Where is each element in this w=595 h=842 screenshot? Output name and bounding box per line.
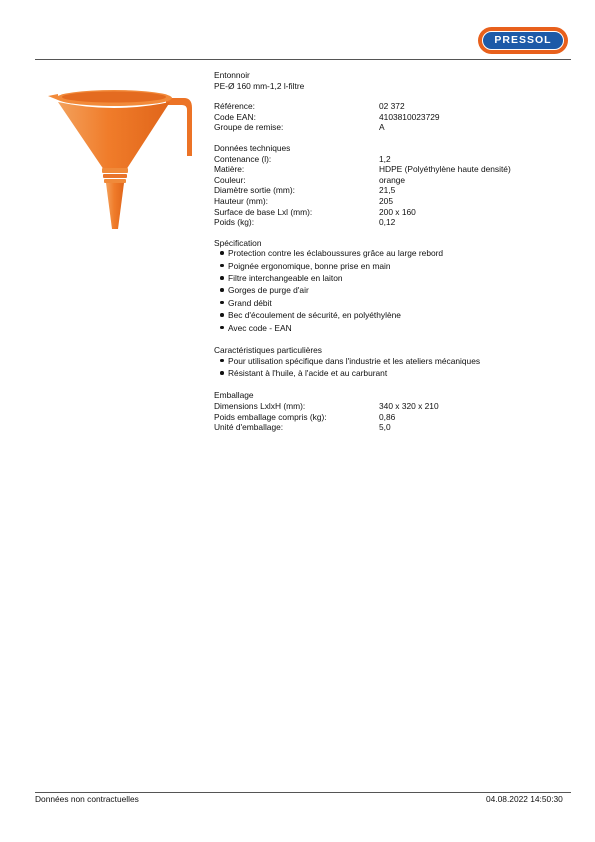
product-subtitle: PE-Ø 160 mm-1,2 l-filtre (214, 80, 305, 91)
pressol-logo (478, 27, 568, 54)
packaging-row: Unité d'emballage: 5,0 (214, 422, 391, 433)
footer-divider (35, 792, 571, 793)
identifiers-section (214, 101, 574, 133)
technical-row: Diamètre sortie (mm): 21,5 (214, 185, 396, 196)
technical-row: Poids (kg): 0,12 (214, 217, 396, 228)
footer-timestamp: 04.08.2022 14:50:30 (486, 794, 563, 804)
pressol-logo-badge (482, 31, 564, 50)
product-header (214, 70, 574, 91)
technical-row: Hauteur (mm): 205 (214, 195, 393, 206)
footer-disclaimer: Données non contractuelles (35, 794, 139, 804)
packaging-row: Poids emballage compris (kg): 0,86 (214, 411, 396, 422)
features-title: Caractéristiques particulières (214, 345, 322, 356)
identifier-row: Groupe de remise: A (214, 122, 385, 133)
list-item: Pour utilisation spécifique dans l'industrie et les ateliers mécaniques (220, 356, 574, 368)
specification-section (214, 238, 574, 335)
features-list (214, 356, 574, 381)
list-item: Filtre interchangeable en laiton (220, 273, 574, 285)
packaging-row: Dimensions LxlxH (mm): 340 x 320 x 210 (214, 401, 439, 412)
product-datasheet (214, 70, 574, 443)
list-item: Poignée ergonomique, bonne prise en main (220, 261, 574, 273)
technical-row: Surface de base Lxl (mm): 200 x 160 (214, 206, 416, 217)
list-item: Résistant à l'huile, à l'acide et au carburant (220, 368, 574, 380)
identifier-row: Code EAN: 4103810023729 (214, 111, 440, 122)
technical-row: Matière: HDPE (Polyéthylène haute densité) (214, 164, 511, 175)
logo-text: PRESSOL (494, 34, 552, 47)
specification-list (214, 248, 574, 335)
list-item: Grand débit (220, 298, 574, 310)
technical-row: Couleur: orange (214, 174, 406, 185)
packaging-title: Emballage (214, 390, 254, 401)
list-item: Avec code - EAN (220, 323, 574, 335)
technical-data-section (214, 143, 574, 228)
technical-row: Contenance (l): 1,2 (214, 153, 391, 164)
header-divider (35, 59, 571, 60)
product-name: Entonnoir (214, 70, 250, 80)
list-item: Protection contre les éclaboussures grâce au large rebord (220, 248, 574, 260)
funnel-product-image (44, 84, 204, 234)
list-item: Gorges de purge d'air (220, 285, 574, 297)
specification-title: Spécification (214, 237, 262, 248)
technical-data-title: Données techniques (214, 142, 291, 153)
identifier-row: Référence: 02 372 (214, 101, 405, 112)
packaging-section (214, 390, 574, 432)
list-item: Bec d'écoulement de sécurité, en polyéthylène (220, 310, 574, 322)
features-section (214, 345, 574, 380)
